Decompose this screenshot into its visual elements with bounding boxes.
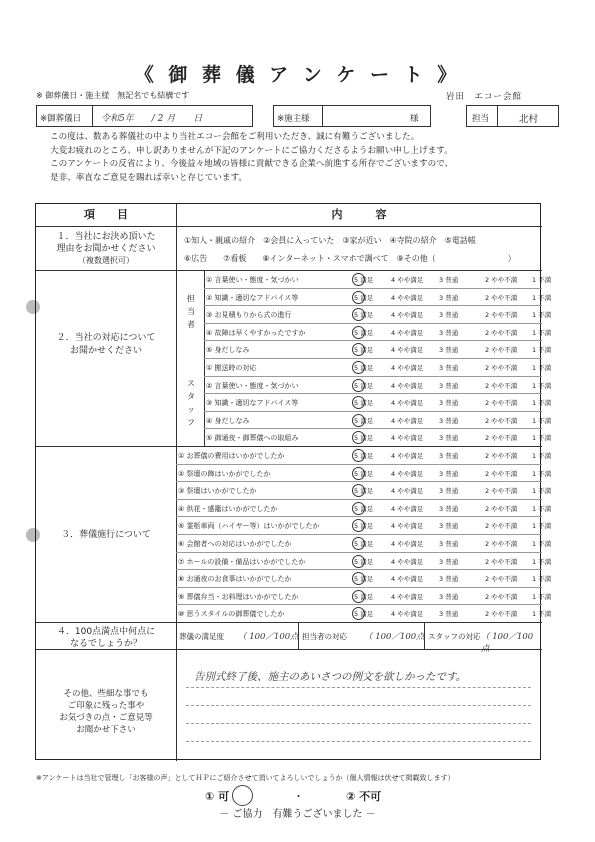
selected-rating-circle (352, 396, 365, 409)
selected-rating-circle (352, 590, 365, 603)
rating-option[interactable]: 3 普通 (439, 416, 459, 425)
selected-rating-circle (352, 379, 365, 392)
staff-name: 北村 (519, 114, 539, 125)
comment-line (186, 705, 531, 706)
host-box (273, 105, 431, 127)
q5-label-line: ご印象に残った事や (67, 701, 145, 711)
rating-option[interactable]: 5 満足 (354, 276, 374, 284)
survey-table (35, 203, 552, 760)
selected-rating-circle (352, 308, 365, 321)
selected-rating-circle (352, 519, 365, 532)
q5-label (36, 688, 176, 736)
rating-option[interactable]: 2 やや不満 (485, 592, 518, 601)
thanks-text: － ご協力 有難うございました － (219, 809, 376, 820)
q2-row (204, 393, 552, 412)
rating-option[interactable]: 4 やや満足 (391, 311, 424, 320)
rating-option[interactable]: 1 不満 (532, 557, 552, 566)
rating-option[interactable]: 4 やや満足 (391, 276, 424, 284)
rating-option[interactable]: 1 不満 (532, 452, 552, 460)
rating-option[interactable]: 1 不満 (532, 416, 552, 425)
selected-rating-circle (352, 343, 365, 356)
q2-item-label: ③ お見積もりから式の進行 (206, 311, 292, 320)
rating-option[interactable]: 1 不満 (532, 328, 552, 337)
q2-row (204, 305, 552, 324)
rating-option[interactable]: 4 やや満足 (391, 575, 424, 584)
funeral-date-box (36, 105, 253, 127)
rating-option[interactable]: 4 やや満足 (391, 469, 424, 478)
rating-option[interactable]: 4 やや満足 (391, 364, 424, 372)
rating-option[interactable]: 3 普通 (439, 399, 459, 408)
top-note: ※ 御葬儀日・施主様 無記名でも結構です (36, 91, 190, 100)
rating-option[interactable]: 4 やや満足 (391, 346, 424, 355)
q1-options-line1[interactable]: ①知人・親戚の紹介 ②会員に入っていた ③家が近い ④寺院の紹介 ⑤電話帳 (184, 236, 476, 245)
rating-option[interactable]: 3 普通 (439, 346, 459, 355)
q3-row (176, 552, 552, 571)
q4-f2-field[interactable]: （ 100／100点 (364, 632, 425, 642)
q5-label-line: その他、些細な事でも (63, 689, 149, 699)
rating-option[interactable]: 3 普通 (439, 276, 459, 284)
q2-row (204, 428, 552, 447)
rating-option[interactable]: 4 やや満足 (391, 522, 424, 531)
selected-rating-circle (352, 572, 365, 585)
rating-option[interactable]: 4 やや満足 (391, 592, 424, 601)
rating-option[interactable]: 4 やや満足 (391, 504, 424, 513)
rating-option[interactable]: 3 普通 (439, 328, 459, 337)
q2-row (204, 288, 552, 307)
rating-option[interactable]: 4 やや満足 (391, 452, 424, 460)
selected-rating-circle (352, 502, 365, 515)
selected-rating-circle (352, 291, 365, 304)
rating-option[interactable]: 4 やや満足 (391, 610, 424, 619)
rating-option[interactable]: 3 普通 (439, 293, 459, 302)
selected-rating-circle (352, 326, 365, 339)
rating-option[interactable]: 1 不満 (532, 610, 552, 619)
company-name: 岩田 エコー会館 (446, 92, 523, 102)
rating-option[interactable]: 1 不満 (532, 381, 552, 390)
selected-rating-circle (352, 431, 365, 444)
rating-option[interactable]: 2 やや不満 (485, 575, 518, 584)
rating-option[interactable]: 5 満足 (354, 434, 374, 443)
q1-label-line: １．当社にお決め頂いた (56, 232, 156, 242)
consent-dot: ・ (293, 790, 304, 803)
rating-option[interactable]: 2 やや不満 (485, 469, 518, 478)
q2-item-label: ② 言葉使い・態度・気づかい (206, 381, 299, 390)
rating-option[interactable]: 5 満足 (354, 328, 374, 337)
comment-line (186, 687, 531, 688)
selected-rating-circle (352, 467, 365, 480)
q2-item-label: ② 知識・適切なアドバイス等 (206, 293, 299, 302)
rating-option[interactable]: 2 やや不満 (485, 293, 518, 302)
rating-option[interactable]: 3 普通 (439, 557, 459, 566)
q3-row (176, 446, 552, 465)
rating-option[interactable]: 5 満足 (354, 293, 374, 302)
q3-row (176, 604, 552, 623)
q3-row (176, 587, 552, 606)
host-suffix: 様 (410, 114, 419, 124)
q3-item-label: ⑤ 霊柩車両（ハイヤー等）はいかがでしたか (178, 522, 320, 531)
intro-line: この度は、数ある葬儀社の中より当社エコー会館をご利用いただき、誠に有難うございました。 (50, 132, 420, 142)
q2-item-label: ④ 故障は早くやすかったですか (206, 328, 306, 337)
staff-label: 担当 (472, 114, 490, 124)
rating-option[interactable]: 2 やや不満 (485, 346, 518, 355)
rating-option[interactable]: 1 不満 (532, 469, 552, 478)
rating-option[interactable]: 5 満足 (354, 381, 374, 390)
rating-option[interactable]: 1 不満 (532, 293, 552, 302)
q3-item-label: ⑦ ホールの設備・備品はいかがでしたか (178, 557, 306, 566)
rating-option[interactable]: 3 普通 (439, 364, 459, 372)
q2-item-label: ⑤ 御通夜・御葬儀への取組み (206, 434, 299, 443)
q2-row (204, 340, 552, 359)
q2-row (204, 323, 552, 342)
rating-option[interactable]: 5 満足 (354, 364, 374, 372)
rating-option[interactable]: 4 やや満足 (391, 540, 424, 548)
rating-option[interactable]: 2 やや不満 (485, 381, 518, 390)
rating-option[interactable]: 1 不満 (532, 487, 552, 496)
rating-option[interactable]: 5 満足 (354, 504, 374, 513)
rating-option[interactable]: 4 やや満足 (391, 399, 424, 408)
selected-rating-circle (352, 555, 365, 568)
intro-line: このアンケートの反省により、今後益々地域の皆様に貢献できる企業へ前進する所存でございますので、 (50, 159, 454, 169)
q3-item-label: ⑨ 葬儀弁当・お料理はいかがでしたか (178, 592, 299, 601)
selected-rating-circle (352, 273, 365, 286)
q1-label-line: （複数選択可） (78, 256, 134, 265)
q2-row (204, 376, 552, 395)
q3-label: ３．葬儀施行について (61, 530, 151, 540)
q4-f3-field[interactable]: （ 100／100点 (481, 632, 534, 654)
rating-option[interactable]: 2 やや不満 (485, 416, 518, 425)
q4-label (36, 626, 176, 650)
q2-item-label: ④ 身だしなみ (206, 416, 250, 425)
q4-f1-field[interactable]: （ 100／100点 (238, 632, 299, 642)
form-title: 《 御 葬 儀 ア ン ケ ー ト 》 (134, 64, 461, 86)
rating-option[interactable]: 2 やや不満 (485, 364, 518, 372)
rating-option[interactable]: 2 やや不満 (485, 522, 518, 531)
selected-rating-circle (352, 414, 365, 427)
q3-row (176, 516, 552, 535)
rating-option[interactable]: 5 満足 (354, 311, 374, 320)
intro-line: 大変お疲れのところ、申し訳ありませんが下記のアンケートにご協力くださるようお願い申し上げます。 (50, 145, 453, 156)
rating-option[interactable]: 2 やや不満 (485, 434, 518, 443)
q3-row (176, 481, 552, 500)
q2-item-label: ③ 知識・適切なアドバイス等 (206, 399, 299, 408)
q5-label-line: お聞かせ下さい (76, 725, 136, 735)
group-staff-label: スタッフ (187, 379, 195, 427)
q3-row (176, 464, 552, 483)
intro-line: 是非、率直なご意見を賜れば幸いと存じています。 (50, 172, 247, 183)
rating-option[interactable]: 4 やや満足 (391, 557, 424, 566)
q5-label-line: お気づきの点・ご意見等 (59, 713, 153, 723)
selected-rating-circle (352, 537, 365, 550)
selected-rating-circle (352, 449, 365, 462)
rating-option[interactable]: 2 やや不満 (485, 311, 518, 320)
rating-option[interactable]: 5 満足 (354, 487, 374, 496)
funeral-date-label: ※御葬儀日 (40, 114, 82, 124)
q3-row (176, 569, 552, 588)
rating-option[interactable]: 1 不満 (532, 575, 552, 584)
rating-option[interactable]: 4 やや満足 (391, 487, 424, 496)
q2-item-label: ① 言葉使い・態度・気づかい (206, 276, 299, 284)
rating-option[interactable]: 1 不満 (532, 540, 552, 548)
rating-option[interactable]: 1 不満 (532, 364, 552, 372)
group-tanto-label: 担当者 (187, 294, 195, 329)
selected-rating-circle (352, 484, 365, 497)
rating-option[interactable]: 3 普通 (439, 540, 459, 548)
q4-f2-label: 担当者の対応 (302, 632, 347, 641)
q3-item-label: ⑥ 会館者への対応はいかがでしたか (178, 540, 292, 548)
q1-options-line2[interactable]: ⑥広告 ⑦看板 ⑧インターネット・スマホで調べて ⑨その他（ ） (184, 254, 516, 263)
q3-item-label: ② 祭壇の飾はいかがでしたか (178, 469, 271, 478)
q4-f1-label: 葬儀の満足度 (179, 632, 224, 641)
q2-item-label: ① 搬送時の対応 (206, 364, 257, 372)
rating-option[interactable]: 2 やや不満 (485, 276, 518, 284)
host-label: ※施主様 (277, 114, 310, 124)
rating-option[interactable]: 1 不満 (532, 592, 552, 601)
q3-item-label: ③ 祭壇はいかがでしたか (178, 487, 257, 496)
rating-option[interactable]: 3 普通 (439, 311, 459, 320)
q2-label-line: ２．当社の対応について (56, 333, 156, 343)
header-content: 内 容 (331, 208, 387, 221)
selected-rating-circle (352, 607, 365, 620)
staff-box (466, 105, 559, 127)
rating-option[interactable]: 2 やや不満 (485, 399, 518, 408)
selected-rating-circle (352, 361, 365, 374)
q4-label-line: ４．100点満点中何点に (56, 627, 156, 637)
rating-option[interactable]: 1 不満 (532, 434, 552, 443)
rating-option[interactable]: 3 普通 (439, 487, 459, 496)
rating-option[interactable]: 3 普通 (439, 381, 459, 390)
rating-option[interactable]: 5 満足 (354, 452, 374, 460)
rating-option[interactable]: 5 満足 (354, 540, 374, 548)
header-item: 項 目 (84, 208, 128, 221)
rating-option[interactable]: 5 満足 (354, 575, 374, 584)
comment-line (186, 741, 531, 742)
rating-option[interactable]: 4 やや満足 (391, 328, 424, 337)
intro-text (50, 131, 453, 185)
rating-option[interactable]: 2 やや不満 (485, 540, 518, 548)
rating-option[interactable]: 3 普通 (439, 610, 459, 619)
rating-option[interactable]: 5 満足 (354, 557, 374, 566)
consent-no[interactable]: ② 不可 (346, 790, 382, 803)
q3-item-label: ⑩ 思うスタイルの御葬儀でしたか (178, 610, 285, 619)
rating-option[interactable]: 5 満足 (354, 610, 374, 619)
q2-label-line: お聞かせください (69, 346, 142, 356)
rating-option[interactable]: 1 不満 (532, 276, 552, 284)
consent-yes[interactable]: ① 可 (205, 790, 230, 803)
rating-option[interactable]: 5 満足 (354, 346, 374, 355)
rating-option[interactable]: 5 満足 (354, 399, 374, 408)
q3-item-label: ⑧ お通夜のお食事はいかがでしたか (178, 575, 292, 584)
rating-option[interactable]: 3 普通 (439, 504, 459, 513)
comment-line (186, 723, 531, 724)
funeral-date-field[interactable]: 令和5年 / 2 月 日 (101, 114, 203, 124)
q1-label-line: 理由をお聞かせください (56, 243, 156, 254)
rating-option[interactable]: 3 普通 (439, 452, 459, 460)
rating-option[interactable]: 3 普通 (439, 434, 459, 443)
q2-item-label: ⑤ 身だしなみ (206, 346, 250, 355)
rating-option[interactable]: 3 普通 (439, 575, 459, 584)
q3-item-label: ④ 供花・盛籠はいかがでしたか (178, 504, 278, 513)
rating-option[interactable]: 2 やや不満 (485, 610, 518, 619)
q4-label-line: なるでしょうか？ (70, 639, 142, 649)
q1-label (36, 232, 176, 267)
q3-row (176, 534, 552, 553)
rating-option[interactable]: 3 普通 (439, 522, 459, 531)
rating-option[interactable]: 5 満足 (354, 469, 374, 478)
rating-option[interactable]: 1 不満 (532, 504, 552, 513)
q2-row (204, 270, 552, 289)
rating-option[interactable]: 1 不満 (532, 522, 552, 531)
rating-option[interactable]: 1 不満 (532, 399, 552, 408)
rating-option[interactable]: 1 不満 (532, 346, 552, 355)
q2-label (36, 332, 176, 358)
rating-option[interactable]: 4 やや満足 (391, 434, 424, 443)
rating-option[interactable]: 4 やや満足 (391, 293, 424, 302)
q4-f3-label: スタッフの対応 (428, 632, 481, 641)
rating-option[interactable]: 2 やや不満 (485, 557, 518, 566)
q3-item-label: ① お葬儀の費用はいかがでしたか (178, 452, 285, 460)
rating-option[interactable]: 3 普通 (439, 592, 459, 601)
rating-option[interactable]: 4 やや満足 (391, 381, 424, 390)
rating-option[interactable]: 2 やや不満 (485, 504, 518, 513)
rating-option[interactable]: 2 やや不満 (485, 487, 518, 496)
rating-option[interactable]: 3 普通 (439, 469, 459, 478)
rating-option[interactable]: 5 満足 (354, 592, 374, 601)
comment-field[interactable]: 告別式終了後、施主のあいさつの例文を欲しかったです。 (194, 671, 467, 683)
rating-option[interactable]: 5 満足 (354, 522, 374, 531)
rating-option[interactable]: 4 やや満足 (391, 416, 424, 425)
footer-note: ※アンケートは当社で管理し「お客様の声」としてＨＰにご紹介させて頂いてよろしいでしょうか（個人情報は伏せて掲載致します） (36, 774, 455, 782)
consent-yes-circle (232, 785, 253, 806)
q3-row (176, 499, 552, 518)
rating-option[interactable]: 2 やや不満 (485, 328, 518, 337)
q2-row (204, 358, 552, 377)
rating-option[interactable]: 5 満足 (354, 416, 374, 425)
q2-row (204, 411, 552, 430)
rating-option[interactable]: 1 不満 (532, 311, 552, 320)
rating-option[interactable]: 2 やや不満 (485, 452, 518, 460)
